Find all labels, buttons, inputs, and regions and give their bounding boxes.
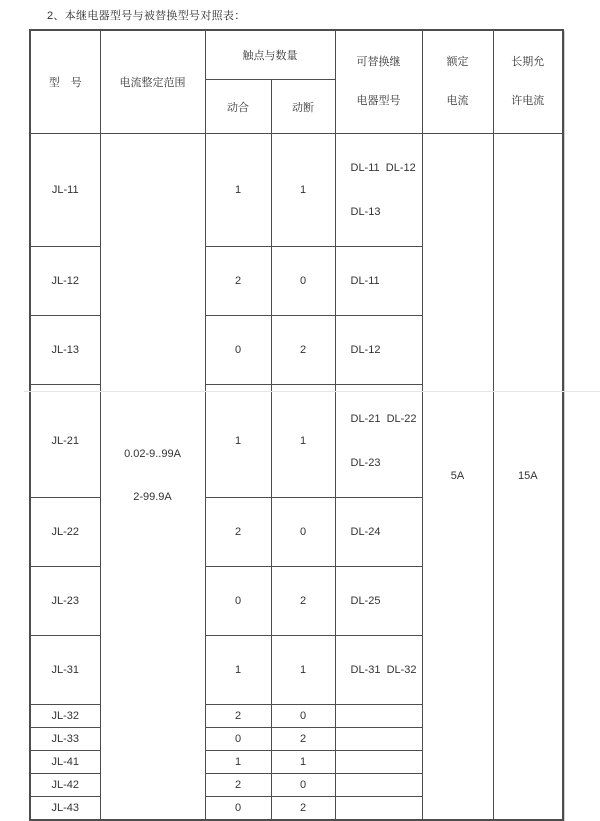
model-cell: JL-21: [30, 385, 100, 498]
replaceable-cell: [335, 705, 422, 728]
no-count-cell: 2: [205, 498, 271, 567]
header-model: 型 号: [30, 30, 100, 134]
replaceable-cell: DL-31 DL-32: [335, 636, 422, 705]
nc-count-cell: 1: [271, 134, 335, 247]
model-cell: JL-41: [30, 751, 100, 774]
model-cell: JL-32: [30, 705, 100, 728]
nc-count-cell: 0: [271, 247, 335, 316]
header-current-range: 电流整定范围: [100, 30, 205, 134]
no-count-cell: 0: [205, 797, 271, 820]
replaceable-cell: DL-24: [335, 498, 422, 567]
no-count-cell: 2: [205, 705, 271, 728]
nc-count-cell: 2: [271, 797, 335, 820]
no-count-cell: 2: [205, 247, 271, 316]
nc-count-cell: 1: [271, 385, 335, 498]
no-count-cell: 0: [205, 728, 271, 751]
header-longterm-current: 长期允 许电流: [493, 30, 563, 134]
model-cell: JL-13: [30, 316, 100, 385]
nc-count-cell: 2: [271, 316, 335, 385]
replaceable-cell: [335, 797, 422, 820]
section-title: 2、本继电器型号与被替换型号对照表：: [47, 10, 246, 22]
nc-count-cell: 0: [271, 774, 335, 797]
nc-count-cell: 1: [271, 636, 335, 705]
replaceable-cell: DL-11: [335, 247, 422, 316]
current-range-cell: 0.02-9..99A 2-99.9A: [100, 134, 205, 820]
header-contacts-group: 触点与数量: [205, 30, 335, 80]
page-edge-line: [24, 391, 600, 392]
no-count-cell: 0: [205, 567, 271, 636]
table-row-jl11: [30, 134, 563, 247]
replaceable-cell: [335, 728, 422, 751]
model-cell: JL-33: [30, 728, 100, 751]
model-cell: JL-23: [30, 567, 100, 636]
replaceable-cell: DL-12: [335, 316, 422, 385]
nc-count-cell: 1: [271, 751, 335, 774]
rated-current-cell: 5A: [422, 134, 493, 820]
longterm-current-cell: 15A: [493, 134, 563, 820]
no-count-cell: 0: [205, 316, 271, 385]
no-count-cell: 1: [205, 134, 271, 247]
no-count-cell: 1: [205, 636, 271, 705]
replaceable-cell: DL-25: [335, 567, 422, 636]
model-cell: JL-11: [30, 134, 100, 247]
nc-count-cell: 2: [271, 728, 335, 751]
header-normally-closed: 动断: [271, 80, 335, 134]
replaceable-cell: DL-21 DL-22 DL-23: [335, 385, 422, 498]
model-cell: JL-12: [30, 247, 100, 316]
relay-comparison-table: [29, 29, 564, 821]
nc-count-cell: 0: [271, 705, 335, 728]
model-cell: JL-42: [30, 774, 100, 797]
model-cell: JL-43: [30, 797, 100, 820]
replaceable-cell: [335, 751, 422, 774]
no-count-cell: 2: [205, 774, 271, 797]
replaceable-cell: DL-11 DL-12 DL-13: [335, 134, 422, 247]
no-count-cell: 1: [205, 385, 271, 498]
header-replaceable-model: 可替换继 电器型号: [335, 30, 422, 134]
nc-count-cell: 2: [271, 567, 335, 636]
model-cell: JL-22: [30, 498, 100, 567]
no-count-cell: 1: [205, 751, 271, 774]
header-rated-current: 额定 电流: [422, 30, 493, 134]
replaceable-cell: [335, 774, 422, 797]
nc-count-cell: 0: [271, 498, 335, 567]
model-cell: JL-31: [30, 636, 100, 705]
header-normally-open: 动合: [205, 80, 271, 134]
